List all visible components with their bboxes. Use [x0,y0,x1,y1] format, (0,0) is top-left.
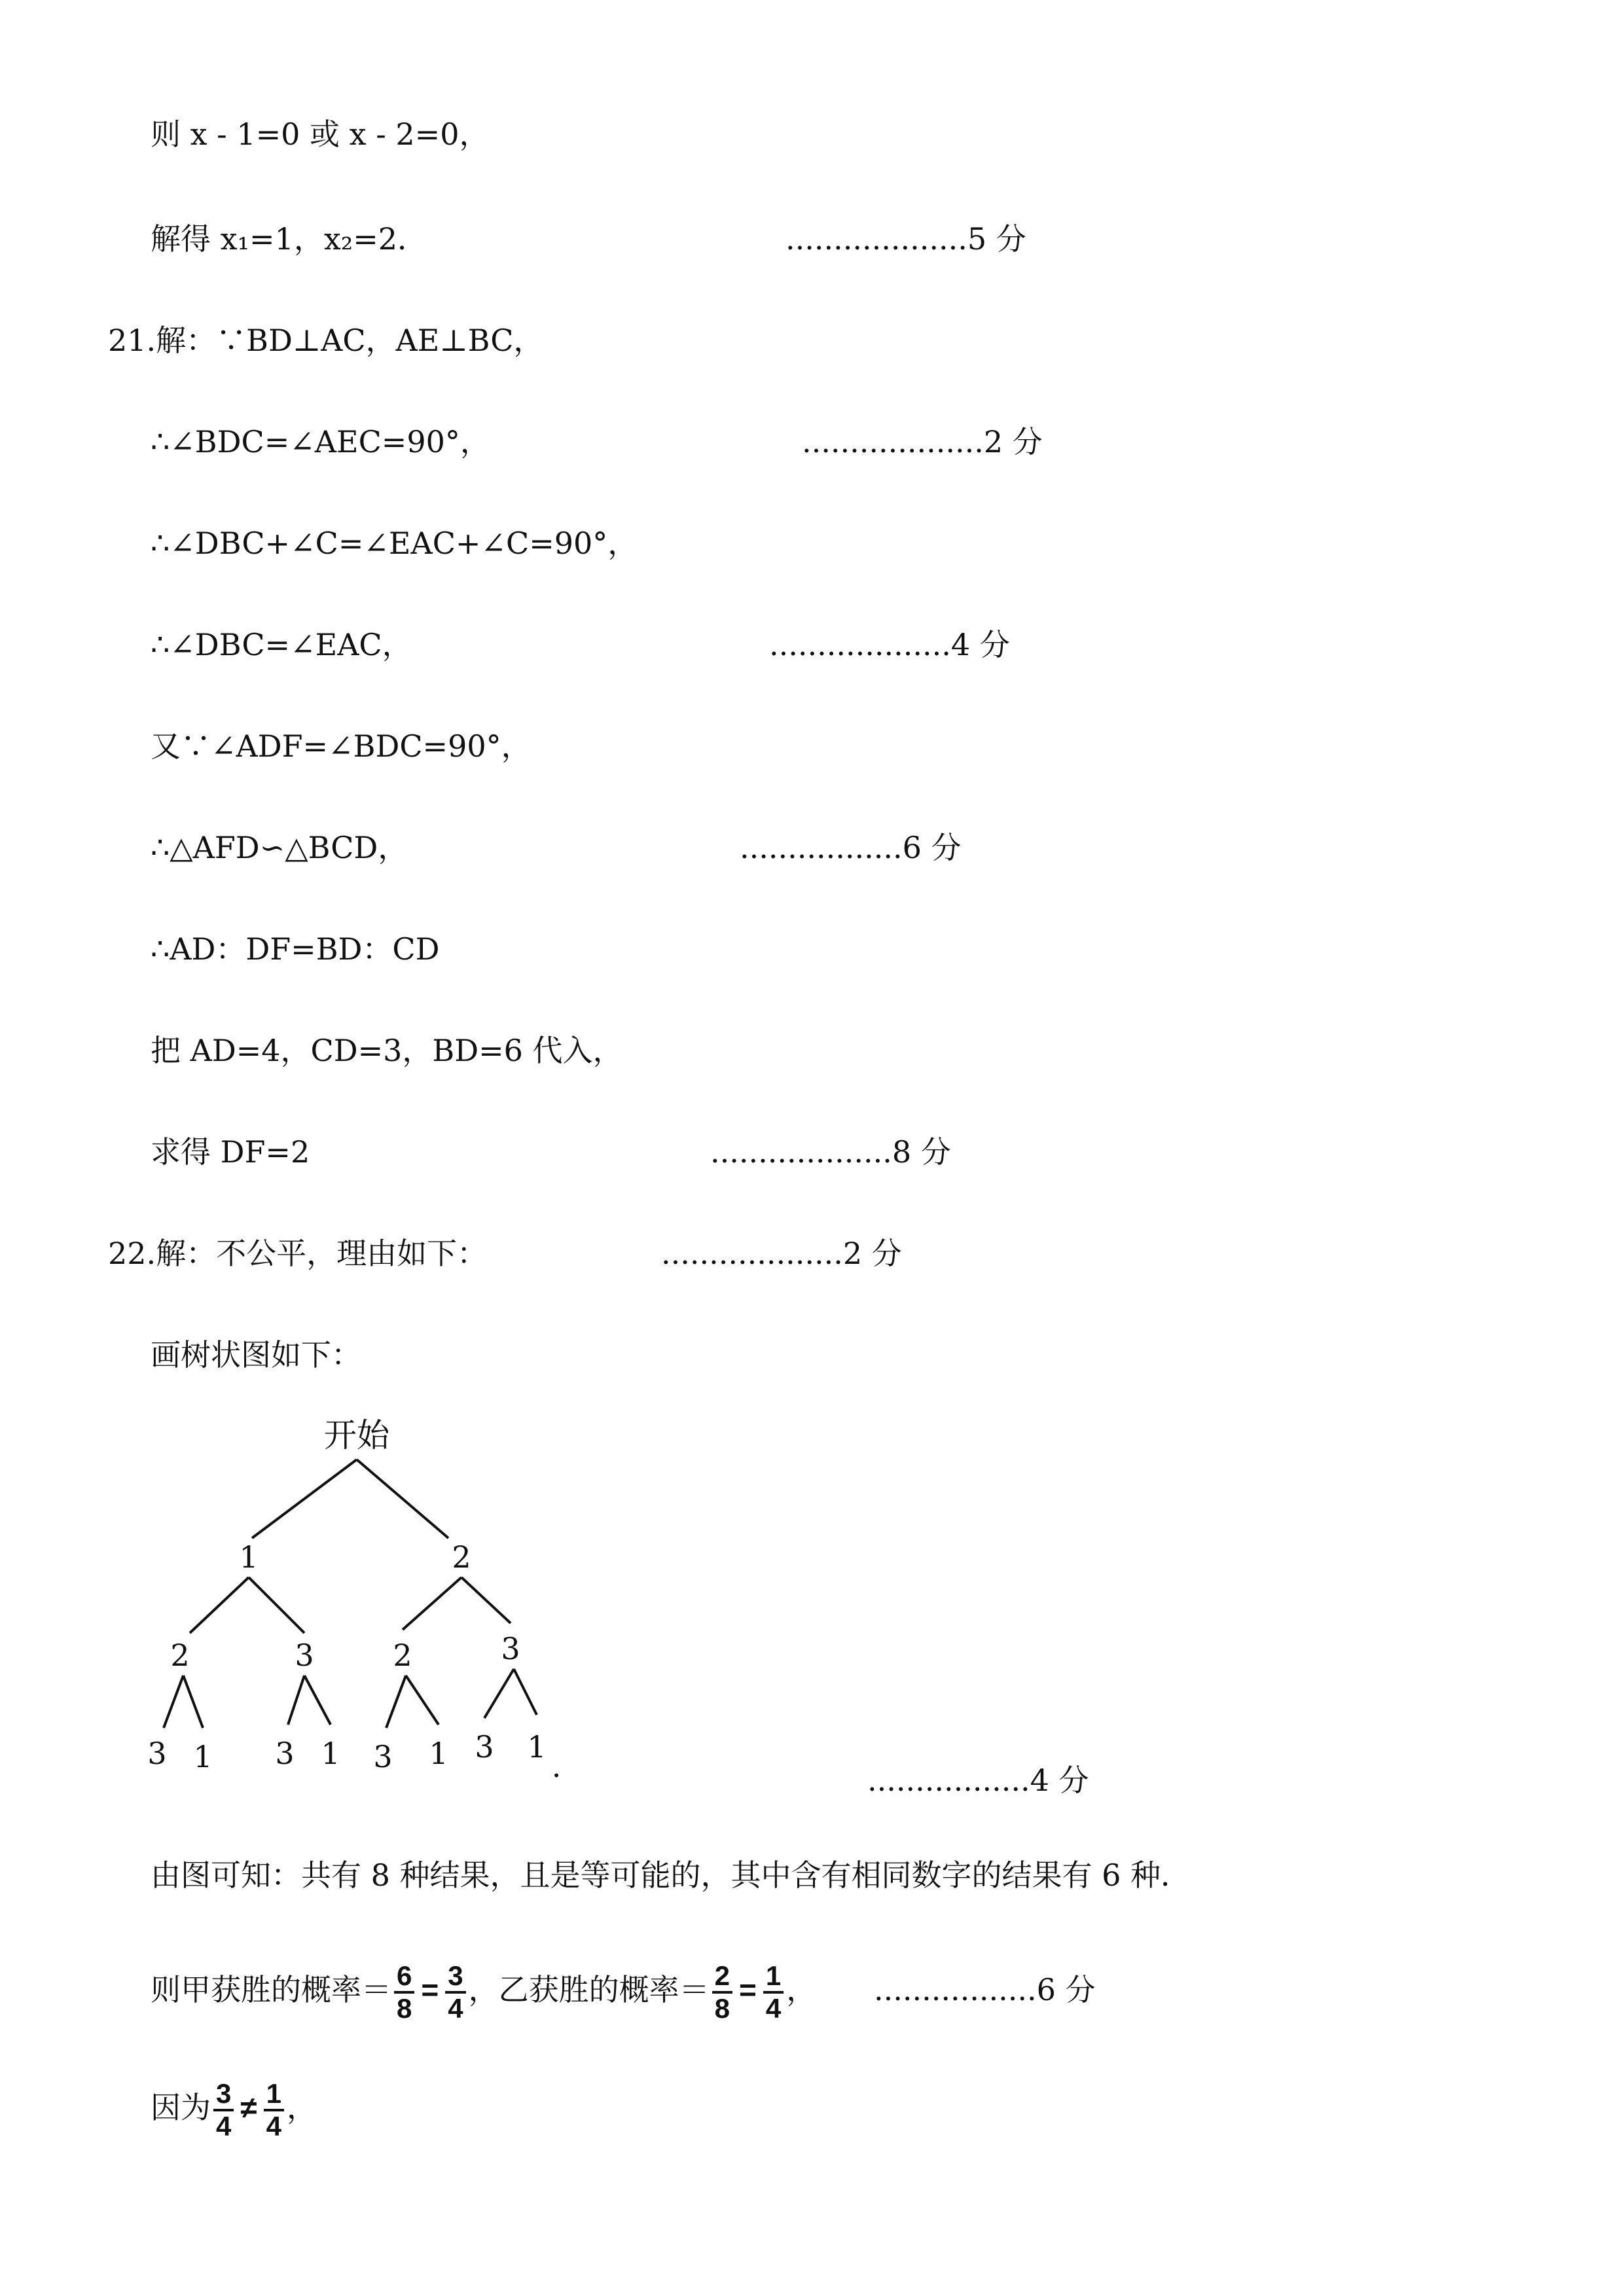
tree-leaf-4: 1 [321,1736,340,1771]
tree-root: 开始 [324,1416,389,1454]
fraction-6-8: $\frac{6}{8}$ [394,1961,414,2024]
fraction-2-8: $\frac{2}{8}$ [712,1961,732,2024]
tree-leaf-3: 3 [275,1736,295,1771]
score-4b: .................4 分 [867,1763,1089,1798]
tree-node-l2-3: 2 [393,1638,412,1673]
tree-node-l2-2: 3 [295,1638,314,1673]
tree-edge [386,1676,406,1728]
probability-tree-diagram [131,1407,602,1787]
fraction-1-4b: $\frac{1}{4}$ [264,2079,284,2142]
tree-leaf-6: 1 [429,1736,448,1771]
prob-jia-label: 则甲获胜的概率＝ [151,1972,391,2007]
score-2: ...................2 分 [802,424,1043,459]
line-result-df: 求得 DF=2 [151,1134,310,1170]
score-4: ...................4 分 [769,627,1010,662]
tree-leaf-5: 3 [373,1739,393,1774]
problem-22-heading: 22.解：不公平，理由如下： [108,1236,488,1271]
because-label: 因为 [151,2090,211,2125]
tree-edge [403,1577,461,1630]
line-outcomes-summary: 由图可知：共有 8 种结果，且是等可能的，其中含有相同数字的结果有 6 种． [151,1857,1191,1893]
line-angle-equal: ∴∠DBC=∠EAC， [151,627,412,662]
tree-edge [190,1577,249,1633]
score-5: ...................5 分 [785,221,1026,257]
tree-trailing-dot: . [551,1749,562,1784]
line-roots: 解得 x₁=1，x₂=2． [151,221,428,257]
tree-leaf-2: 1 [193,1739,213,1774]
tree-leaf-1: 3 [147,1736,167,1771]
score-6: .................6 分 [740,830,962,865]
tree-edge [252,1460,357,1538]
line-similar-triangles: ∴△AFD∽△BCD， [151,830,408,865]
score-6b: .................6 分 [874,1972,1096,2007]
score-8: ...................8 分 [710,1134,951,1170]
comma-2: ， [286,2090,317,2125]
score-2b: ...................2 分 [661,1236,902,1271]
fraction-1-4: $\frac{1}{4}$ [763,1961,784,2024]
line-adf-bdc: 又∵∠ADF=∠BDC=90°， [151,728,532,764]
tree-edge [164,1676,183,1728]
tree-edge [183,1676,203,1728]
fraction-3-4: $\frac{3}{4}$ [445,1961,465,2024]
line-probabilities [151,1954,816,2026]
tree-edge [406,1676,439,1725]
line-substitute: 把 AD=4，CD=3，BD=6 代入， [151,1033,623,1068]
tree-edge [484,1669,514,1718]
prob-yi-label: ，乙获胜的概率＝ [468,1972,710,2007]
line-solve-equation: 则 x - 1=0 或 x - 2=0， [151,117,490,152]
tree-edge [357,1460,448,1538]
tree-edge [461,1577,511,1623]
line-right-angles: ∴∠BDC=∠AEC=90°， [151,424,490,459]
comma: ， [786,1972,817,2007]
problem-21-heading: 21.解：∵BD⊥AC，AE⊥BC， [108,323,544,358]
tree-node-l2-4: 3 [501,1631,520,1666]
tree-leaf-7: 3 [475,1729,494,1765]
tree-edge [249,1577,304,1633]
fraction-3-4b: $\frac{3}{4}$ [213,2079,234,2142]
line-ratio: ∴AD：DF=BD：CD [151,931,440,967]
not-equal-sign: ≠ [240,2090,257,2125]
tree-edge [304,1676,331,1725]
line-comparison [151,2072,317,2144]
tree-node-l2-1: 2 [170,1638,190,1673]
line-tree-intro: 画树状图如下： [151,1337,361,1372]
tree-leaf-8: 1 [527,1729,547,1765]
equals-sign: = [421,1973,439,2007]
tree-edge [514,1669,537,1715]
tree-edge [288,1676,304,1725]
line-angle-sum: ∴∠DBC+∠C=∠EAC+∠C=90°， [151,526,638,561]
tree-node-l1-1: 1 [239,1539,259,1575]
tree-node-l1-2: 2 [452,1539,471,1575]
equals-sign: = [738,1973,757,2007]
